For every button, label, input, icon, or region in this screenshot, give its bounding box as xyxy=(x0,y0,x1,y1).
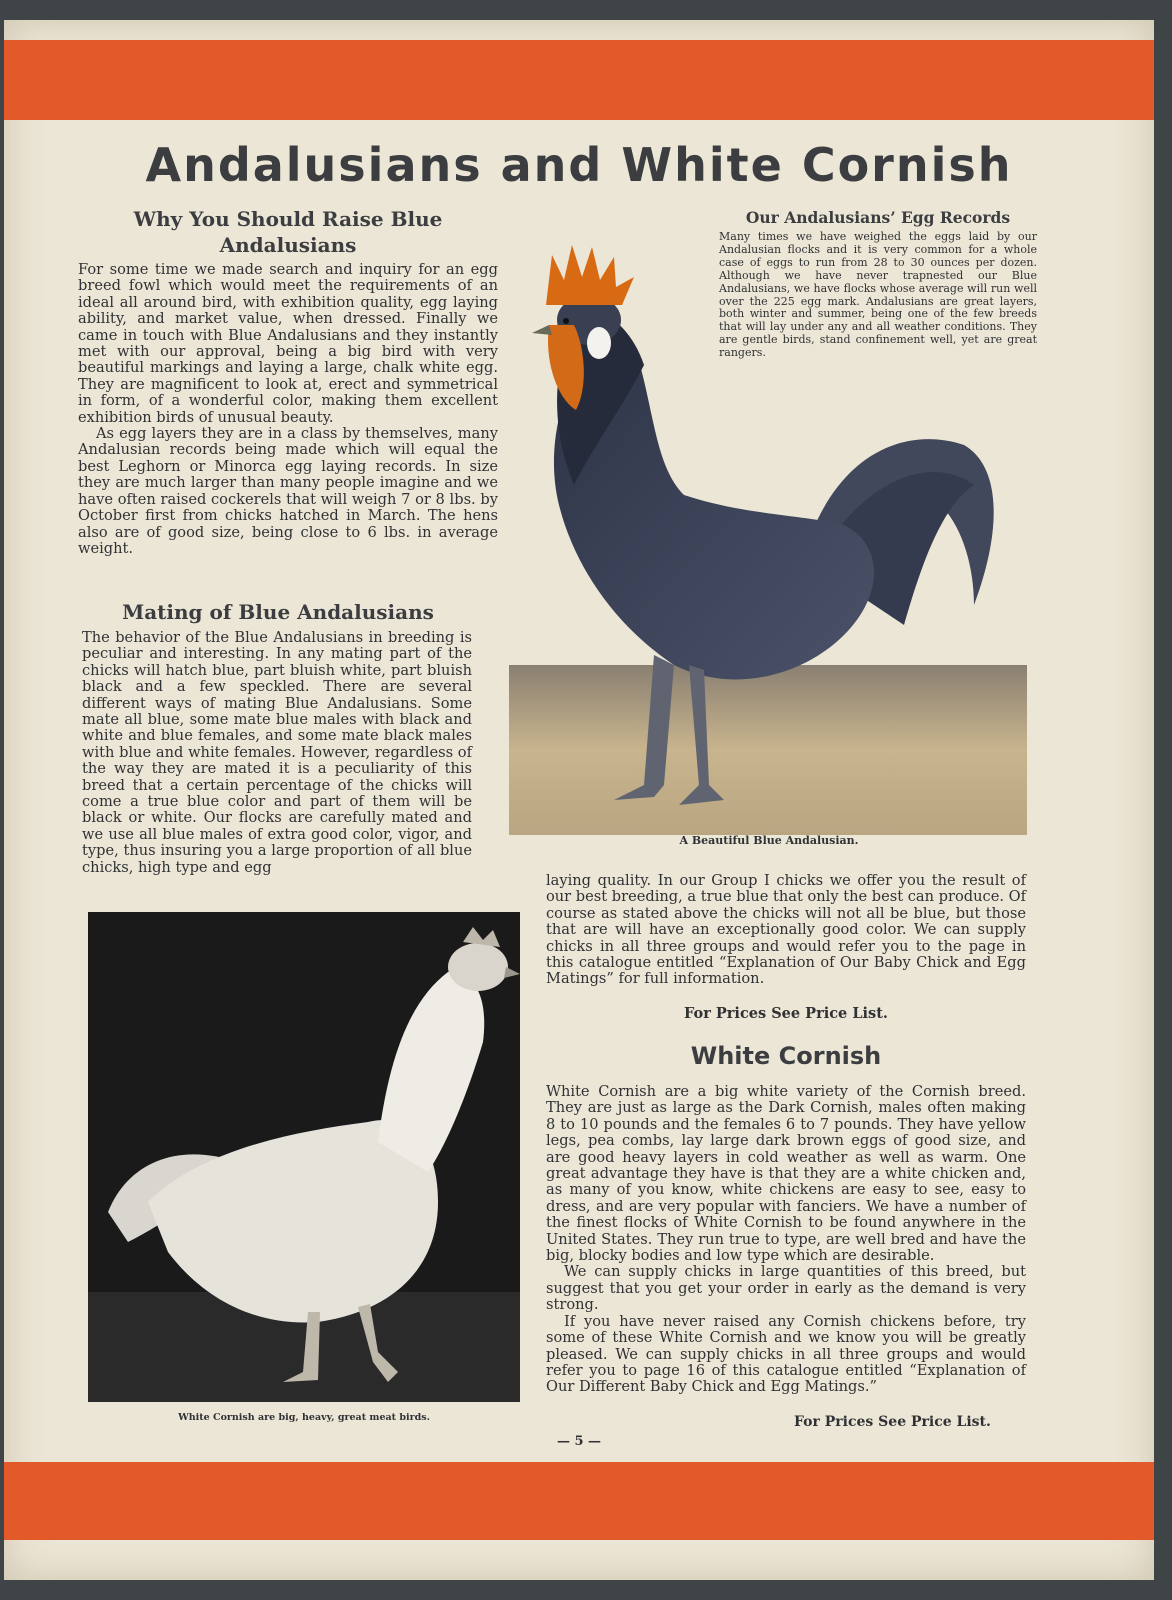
why-section-heading: Why You Should Raise Blue Andalusians xyxy=(133,207,443,257)
rooster-earlobe xyxy=(587,327,611,359)
why-section-body xyxy=(78,262,498,557)
why-paragraph-1: For some time we made search and inquiry for an egg breed fowl which would meet the requirements of an ideal all around bird, with exhibition quality, egg laying ability, and market value, when dressed. Finally we came in touch with Blue Andalusians and they instantly met with our approval, being a big bird with very beautiful markings and laying a large, chalk white egg. They are magnificent to look at, erect and symmetrical in form, of a wonderful color, making them excellent exhibition birds of unusual beauty. xyxy=(78,261,498,426)
cornish-paragraph-1: White Cornish are a big white variety of the Cornish breed. They are just as large as the Dark Cornish, males often making 8 to 10 pounds and the females 6 to 7 pounds. They have yellow legs, pea combs, lay large dark brown eggs of good size, and are good heavy layers in cold weather as well as warm. One great advantage they have is that they are a white chicken and, as many of you know, white chickens are easy to see, easy to dress, and are very popular with fanciers. We have a number of the finest flocks of White Cornish to be found anywhere in the United States. They run true to type, are well bred and have the big, blocky bodies and low type which are desirable. xyxy=(546,1083,1026,1265)
egg-records-heading: Our Andalusians’ Egg Records xyxy=(745,208,1011,227)
page-number: — 5 — xyxy=(556,1434,602,1449)
rooster-drawing xyxy=(504,225,1034,845)
rooster-beak xyxy=(532,325,552,335)
rooster-comb xyxy=(546,245,634,305)
cornish-paragraph-2: We can supply chicks in large quantities of this breed, but suggest that you get your order in early as the demand is very strong. xyxy=(546,1263,1026,1314)
catalog-page xyxy=(4,20,1154,1580)
cornish-price-note: For Prices See Price List. xyxy=(794,1414,991,1430)
blue-andalusian-illustration xyxy=(504,225,1034,845)
illustration-caption: A Beautiful Blue Andalusian. xyxy=(679,834,859,847)
egg-records-body: Many times we have weighed the eggs laid by our Andalusian flocks and it is very common for a whole case of eggs to run from 28 to 30 ounces per dozen. Although we have never trapnested our Blue Andalusians, we have flocks whose average will run well over the 225 egg mark. Andalusians are great layers, both winter and summer, being one of the few breeds that will lay under any and all weather conditions. They are gentle birds, stand confinement well, yet are great rangers. xyxy=(719,230,1037,360)
white-cornish-body xyxy=(546,1084,1026,1396)
top-color-band xyxy=(4,40,1154,120)
white-cornish-photo xyxy=(88,912,520,1402)
photo-caption: White Cornish are big, heavy, great meat birds. xyxy=(178,1412,430,1423)
mating-price-note: For Prices See Price List. xyxy=(684,1005,888,1022)
cornish-paragraph-3: If you have never raised any Cornish chickens before, try some of these White Cornish and we know you will be greatly pleased. We can supply chicks in all three groups and would refer you to page 16 of this catalogue entitled “Explanation of Our Different Baby Chick and Egg Matings.” xyxy=(546,1312,1026,1396)
why-paragraph-2: As egg layers they are in a class by themselves, many Andalusian records being made which will equal the best Leghorn or Minorca egg laying records. In size they are much larger than many people imagine and we have often raised cockerels that will weigh 7 or 8 lbs. by October first from chicks hatched in March. The hens also are of good size, being close to 6 lbs. in average weight. xyxy=(78,425,498,557)
cornish-head xyxy=(448,943,508,991)
mating-section-heading: Mating of Blue Andalusians xyxy=(122,600,434,624)
page-title: Andalusians and White Cornish xyxy=(145,138,1013,192)
rooster-wattle xyxy=(548,325,584,410)
white-cornish-heading: White Cornish xyxy=(690,1042,882,1070)
white-cornish-drawing xyxy=(88,912,520,1402)
ground-backdrop xyxy=(509,665,1027,835)
mating-paragraph: The behavior of the Blue Andalusians in breeding is peculiar and interesting. In any mating part of the chicks will hatch blue, part bluish white, part bluish black and a few speckled. There are several different ways of mating Blue Andalusians. Some mate all blue, some mate blue males with black and white and blue females, and some mate black males with blue and white females. However, regardless of the way they are mated it is a peculiarity of this breed that a certain percentage of the chicks will come a true blue color and part of them will be black or white. Our flocks are carefully mated and we use all blue males of extra good color, vigor, and type, thus insuring you a large proportion of all blue chicks, high type and egg xyxy=(82,629,472,876)
rooster-eye xyxy=(563,318,569,324)
mating-continued-paragraph: laying quality. In our Group I chicks we offer you the result of our best breeding, a true blue that only the best can produce. Of course as stated above the chicks will not all be blue, but those that are will have an exceptionally good color. We can supply chicks in all three groups and would refer you to the page in this catalogue entitled “Explanation of Our Baby Chick and Egg Matings” for full information. xyxy=(546,872,1026,988)
bottom-color-band xyxy=(4,1462,1154,1540)
